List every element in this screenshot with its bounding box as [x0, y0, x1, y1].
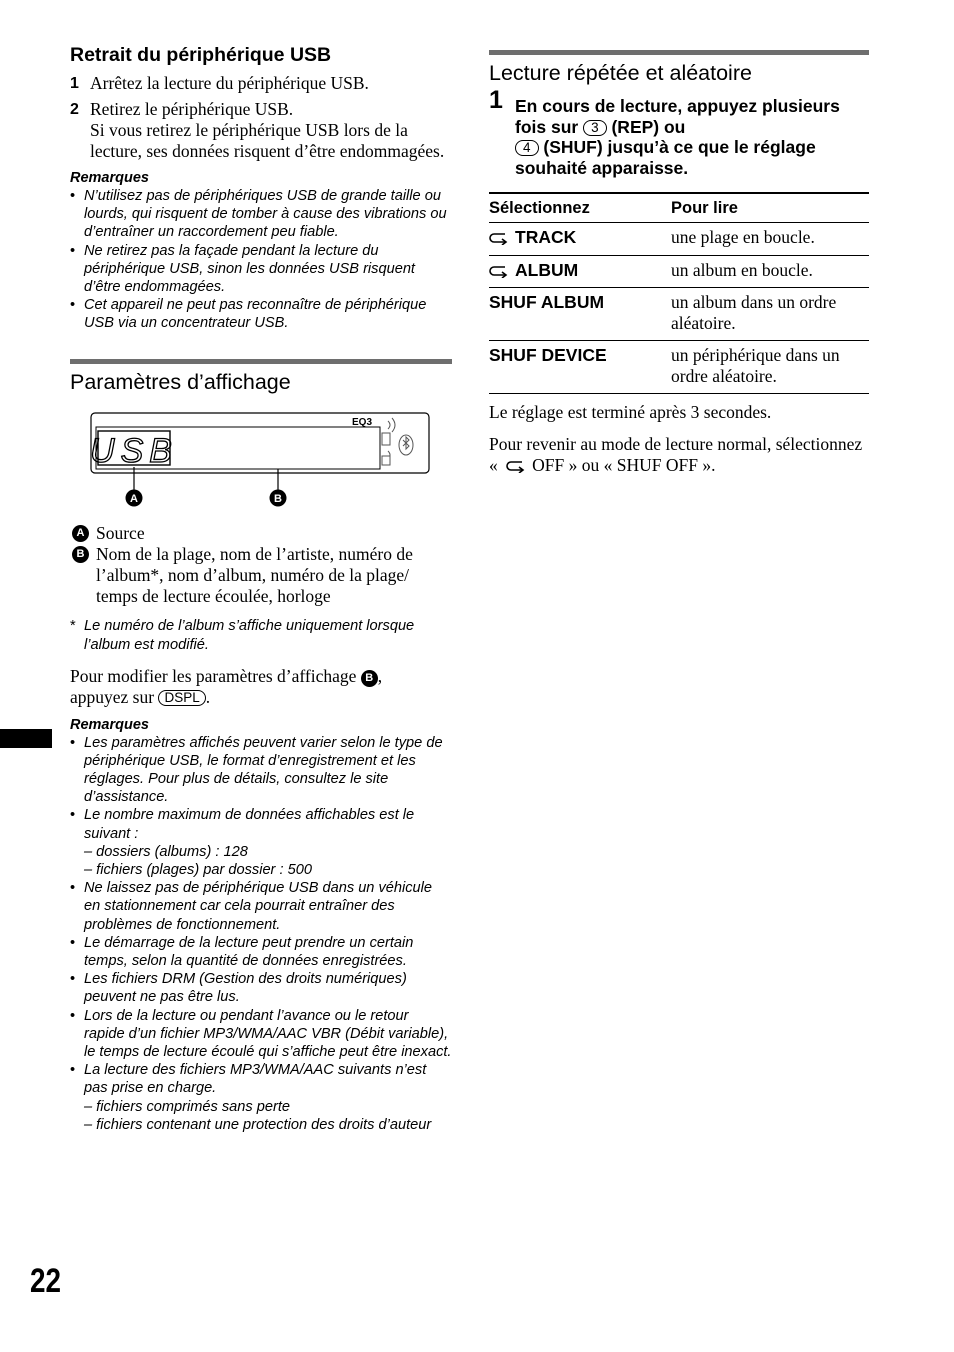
- column-header: Pour lire: [671, 193, 869, 223]
- footnote: [70, 617, 452, 655]
- step-text: Arrêtez la lecture du périphérique USB.: [90, 73, 369, 93]
- dspl-key: DSPL: [158, 690, 205, 706]
- display-settings-title: Paramètres d’affichage: [70, 369, 291, 394]
- repeat-step-1: 1 En cours de lecture, appuyez plusieurs fois sur 3 (REP) ou 4 (SHUF) jusqu’à ce que le réglage souhaité apparaisse.: [489, 86, 840, 178]
- page-number: 22: [30, 1262, 62, 1300]
- note-item: • Ne retirez pas la façade pendant la lecture du périphérique USB, sinon les données USB risquent d’être endommagées.: [70, 242, 415, 296]
- footnote-text: Le numéro de l’album s’affiche uniquement lorsque l’album est modifié.: [84, 617, 415, 653]
- note-item: • Cet appareil ne peut pas reconnaître de périphérique USB via un concentrateur USB.: [70, 297, 427, 332]
- repeat-shuffle-title: Lecture répétée et aléatoire: [489, 61, 752, 85]
- note-item: • La lecture des fichiers MP3/WMA/AAC suivants n’est pas prise en charge. – fichiers comprimés sans perte – fichiers contenant une protection des droits d’auteur: [70, 1061, 452, 1134]
- table-row: TRACK une plage en boucle.: [489, 223, 869, 256]
- key-4-button: 4: [515, 140, 539, 156]
- note-item: • Lors de la lecture ou pendant l’avance ou le retour rapide d’un fichier MP3/WMA/AAC VBR (Débit variable), le temps de lecture écoulé qui s’affiche peut être inexact.: [70, 1007, 452, 1061]
- legend-item-b: [70, 544, 452, 607]
- return-normal-text: Pour revenir au mode de lecture normal, sélectionnez « OFF » ou « SHUF OFF ».: [489, 434, 863, 475]
- eq-label: EQ3: [352, 416, 373, 428]
- step-number: 1: [70, 75, 79, 92]
- table-header-row: [489, 193, 869, 223]
- note-subitem: – dossiers (albums) : 128: [84, 843, 248, 860]
- modify-display-instruction: Pour modifier les paramètres d’affichage B , appuyez sur DSPL .: [70, 665, 383, 707]
- callout-b-badge: B: [72, 546, 89, 563]
- music-note-icon: [382, 456, 390, 465]
- display-illustration: [90, 411, 432, 509]
- step-number: 2: [70, 101, 79, 118]
- table-row: SHUF DEVICE un périphérique dans un ordre aléatoire.: [489, 341, 869, 394]
- usb-step-1: [70, 73, 452, 94]
- repeat-icon: [489, 264, 509, 278]
- notes-title: Remarques: [70, 170, 149, 186]
- note-subitem: – fichiers comprimés sans perte: [84, 1098, 291, 1115]
- legend: [70, 523, 452, 607]
- lcd-source-text: USB: [90, 431, 178, 470]
- lcd-diagram: [90, 411, 432, 509]
- usb-notes-list: [70, 187, 452, 333]
- table-row: ALBUM un album en boucle.: [489, 255, 869, 288]
- note-item: • Ne laissez pas de périphérique USB dans un véhicule en stationnement car cela pourrait entraîner des problèmes de fonctionnement.: [70, 880, 433, 933]
- note-item: • Le démarrage de la lecture peut prendre un certain temps, selon la quantité de données enregistrées.: [70, 934, 414, 970]
- legend-item-a: [70, 523, 452, 544]
- note-item: • Les paramètres affichés peuvent varier selon le type de périphérique USB, le format d’enregistrement et les réglages. Pour plus de détails, consultez le site d’assistance.: [70, 734, 443, 806]
- bluetooth-icon: [399, 435, 413, 455]
- selection-table: [489, 192, 869, 394]
- note-item: • Le nombre maximum de données affichables est le suivant : – dossiers (albums) : 128 – fichiers (plages) par dossier : 500: [70, 806, 452, 879]
- note-subitem: – fichiers contenant une protection des droits d’auteur: [84, 1116, 432, 1133]
- note-subitem: – fichiers (plages) par dossier : 500: [84, 862, 312, 879]
- notes-title: Remarques: [70, 716, 149, 733]
- repeat-icon: [506, 459, 526, 473]
- right-column: [489, 50, 869, 476]
- left-column: [70, 44, 452, 1134]
- key-3-button: 3: [583, 120, 607, 136]
- section-tab-marker: [0, 729, 52, 748]
- legend-a-text: Source: [96, 522, 145, 543]
- display-notes-list: [70, 734, 452, 1134]
- repeat-icon: [489, 231, 509, 245]
- legend-b-text: Nom de la plage, nom de l’artiste, numéro de l’album*, nom d’album, numéro de la plage/ temps de lecture écoulée, horloge: [96, 543, 413, 606]
- step-text: Retirez le périphérique USB.: [90, 99, 294, 119]
- callout-b-badge: B: [361, 670, 378, 687]
- callout-a-badge: A: [72, 525, 89, 542]
- footnote-mark: *: [70, 617, 76, 634]
- note-item: • Les fichiers DRM (Gestion des droits numériques) peuvent ne pas être lus.: [70, 971, 407, 1006]
- phone-icon: [382, 433, 390, 445]
- step-number: 1: [489, 86, 503, 114]
- setting-complete-text: Le réglage est terminé après 3 secondes.: [489, 402, 772, 422]
- usb-step-2: [70, 99, 452, 162]
- callout-b-label: B: [274, 492, 282, 505]
- note-item: • N’utilisez pas de périphériques USB de grande taille ou lourds, qui risquent de tomber à cause des vibrations ou d’entraîner un raccordement peu fiable.: [70, 188, 447, 241]
- column-header: Sélectionnez: [489, 193, 671, 223]
- callout-a-label: A: [130, 492, 138, 505]
- usb-removal-title: Retrait du périphérique USB: [70, 44, 332, 66]
- table-row: SHUF ALBUM un album dans un ordre aléatoire.: [489, 288, 869, 341]
- step-detail: Si vous retirez le périphérique USB lors de la lecture, ses données risquent d’être endommagées.: [90, 120, 445, 161]
